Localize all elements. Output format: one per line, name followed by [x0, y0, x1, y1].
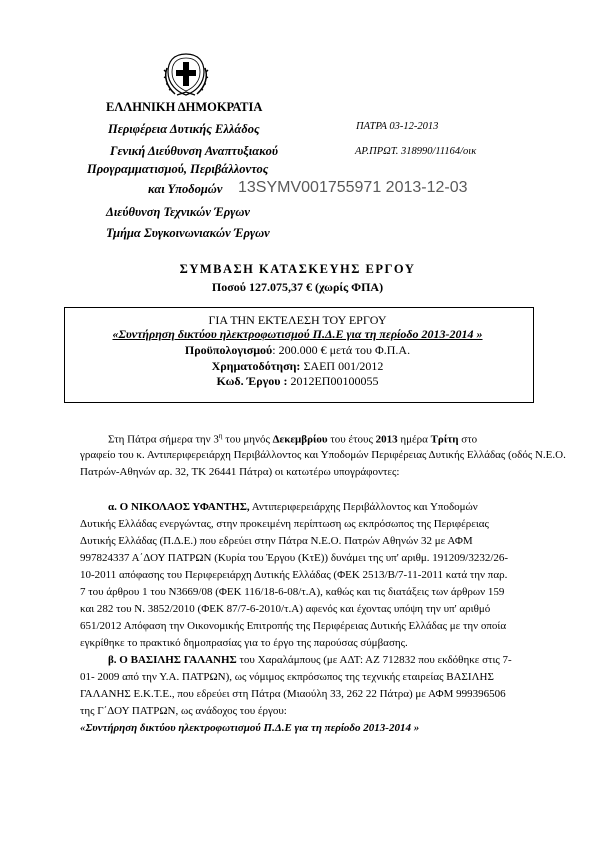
party-b-details: του Χαραλάμπους (με ΑΔΤ: ΑΖ 712832 που εκδόθηκε στις 7- [236, 654, 512, 666]
project-code-value: 2012ΕΠ00100055 [287, 374, 379, 388]
intro-year: 2013 [375, 433, 398, 446]
project-heading: ΓΙΑ ΤΗΝ ΕΚΤΕΛΕΣΗ ΤΟΥ ΕΡΓΟΥ [208, 313, 387, 327]
intro-text: Στη Πάτρα σήμερα την 3 [108, 433, 219, 446]
directorate-general-line-2: Προγραμματισμού, Περιβάλλοντος [87, 162, 269, 176]
republic-heading: ΕΛΛΗΝΙΚΗ ΔΗΜΟΚΡΑΤΙΑ [106, 100, 263, 114]
funding-value: ΣΑΕΠ 001/2012 [300, 359, 384, 373]
greek-coat-of-arms-icon [163, 48, 209, 98]
registry-stamp: 13SYMV001755971 2013-12-03 [238, 179, 468, 196]
party-b-line-1 [108, 654, 550, 666]
party-b-label: β. [108, 654, 117, 666]
party-b-name: Ο ΒΑΣΙΛΗΣ ΓΑΛΑΝΗΣ [119, 654, 237, 666]
intro-line-1 [108, 432, 550, 446]
intro-line-3: Πατρών-Αθηνών αρ. 32, ΤΚ 26441 Πάτρα) οι κατωτέρω υπογράφοντες: [80, 466, 400, 478]
party-a-line-1 [108, 501, 550, 513]
intro-day: Τρίτη [430, 433, 459, 446]
project-code-line [0, 374, 595, 389]
contract-title: ΣΥΜΒΑΣΗ ΚΑΤΑΣΚΕΥΗΣ ΕΡΓΟΥ [179, 262, 416, 276]
funding-line [0, 359, 595, 374]
party-a-name: Ο ΝΙΚΟΛΑΟΣ ΥΦΑΝΤΗΣ, [119, 501, 250, 513]
intro-text: του έτους [327, 433, 376, 446]
budget-value: : 200.000 € μετά του Φ.Π.Α. [272, 343, 411, 357]
intro-text: ημέρα [397, 433, 431, 446]
budget-label: Προϋπολογισμού [184, 343, 273, 357]
party-a-line-8: 651/2012 Απόφαση την Οικονομικής Επιτροπής της Περιφέρειας Δυτικής Ελλάδας με την οποία [80, 620, 507, 632]
contract-amount: Ποσού 127.075,37 € (χωρίς ΦΠΑ) [211, 280, 384, 294]
place-date: ΠΑΤΡΑ 03-12-2013 [356, 121, 439, 132]
party-a-title: Αντιπεριφερειάρχης Περιβάλλοντος και Υποδομών [249, 501, 478, 513]
party-b-line-3: ΓΑΛΑΝΗΣ Ε.Κ.Τ.Ε., που εδρεύει στη Πάτρα (Μιαούλη 33, 262 22 Πάτρα) με ΑΦΜ 999396506 [80, 688, 506, 700]
project-name: «Συντήρηση δικτύου ηλεκτροφωτισμού Π.Δ.Ε για τη περίοδο 2013-2014 » [112, 327, 483, 341]
directorate-general-line-1: Γενική Διεύθυνση Αναπτυξιακού [110, 144, 278, 158]
party-a-line-3: Δυτικής Ελλάδας (Π.Δ.Ε.) που εδρεύει στην Πάτρα Ν.Ε.Ο. Πατρών Αθηνών 32 με ΑΦΜ [80, 535, 473, 547]
intro-month: Δεκεμβρίου [272, 433, 328, 446]
party-a-line-9: εγκρίθηκε το πρακτικό δημοπρασίας για το έργο της παρούσας σύμβασης. [80, 637, 408, 649]
party-b-line-2: 01- 2009 από την Υ.Α. ΠΑΤΡΩΝ), ως νόμιμος εκπρόσωπος της τεχνικής εταιρείας ΒΑΣΙΛΗΣ [80, 671, 494, 683]
budget-line [0, 343, 595, 358]
directorate-name: Διεύθυνση Τεχνικών Έργων [106, 205, 250, 219]
project-code-label: Κωδ. Έργου : [216, 374, 288, 388]
protocol-number: ΑΡ.ΠΡΩΤ. 318990/11164/οικ [355, 146, 477, 157]
department-name: Τμήμα Συγκοινωνιακών Έργων [106, 226, 270, 240]
party-b-project: «Συντήρηση δικτύου ηλεκτροφωτισμού Π.Δ.Ε για τη περίοδο 2013-2014 » [80, 722, 420, 734]
intro-line-2: γραφείο του κ. Αντιπεριφερειάρχη Περιβάλλοντος και Υποδομών Περιφέρειας Δυτικής Ελλάδας (οδός Ν.Ε.Ο. [80, 449, 566, 461]
region-name: Περιφέρεια Δυτικής Ελλάδος [108, 122, 260, 136]
intro-text: στο [458, 433, 478, 446]
party-a-line-7: και 282 του Ν. 3852/2010 (ΦΕΚ 87/7-6-2010/τ.Α) αφενός και έχοντας υπόψη την υπ' αριθμό [80, 603, 491, 615]
intro-text: του μηνός [222, 433, 273, 446]
intro-sup: η [218, 432, 223, 440]
party-a-line-6: 7 του άρθρου 1 του Ν3669/08 (ΦΕΚ 116/18-6-08/τ.Α), καθώς και τις διατάξεις των άρθρων 159 [80, 586, 505, 598]
party-a-line-2: Δυτικής Ελλάδας ενεργώντας, στην προκειμένη περίπτωση ως εκπρόσωπος της Περιφέρειας [80, 518, 489, 530]
party-a-label: α. [108, 501, 117, 513]
directorate-general-line-3: και Υποδομών [148, 182, 223, 196]
party-b-line-4: της Γ΄ΔΟΥ ΠΑΤΡΩΝ, ως ανάδοχος του έργου: [80, 705, 287, 717]
party-a-line-4: 997824337 Α΄ΔΟΥ ΠΑΤΡΩΝ (Κυρία του Έργου (ΚτΕ)) δυνάμει της υπ' αριθμ. 191209/3232/26- [80, 552, 509, 564]
party-a-line-5: 10-2011 απόφασης του Περιφερειάρχη Δυτικής Ελλάδας (ΦΕΚ 2513/Β/7-11-2011 κατά την παρ. [80, 569, 508, 581]
funding-label: Χρηματοδότηση: [211, 359, 301, 373]
